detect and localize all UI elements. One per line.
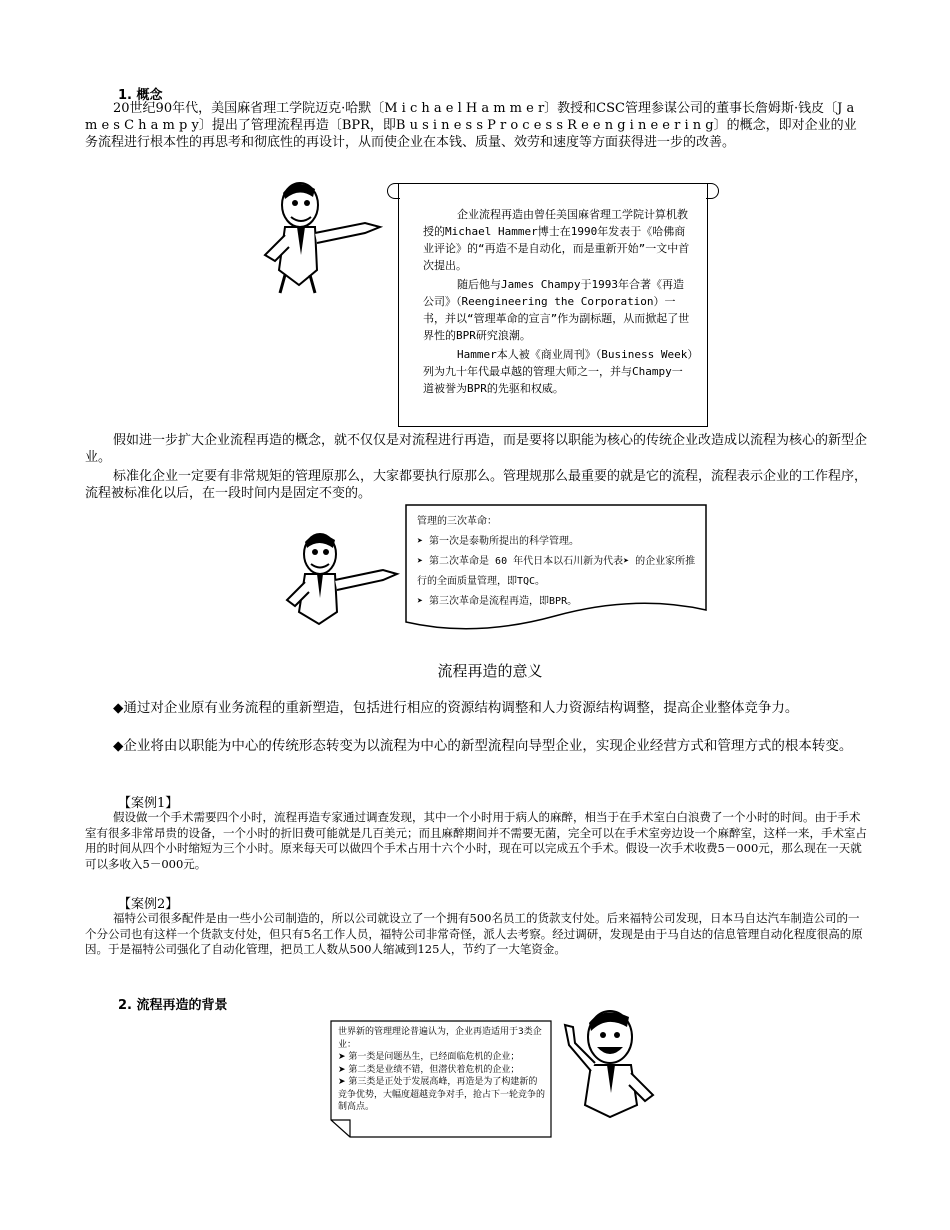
- concept-paragraph: 20世纪90年代，美国麻省理工学院迈克·哈默〔M i c h a e l H a m m e r〕教授和CSC管理参谋公司的董事长詹姆斯·钱皮〔J a m e s C h a m p y〕提出了管理流程再造〔BPR，即B u s i n e s s P r o c e s s R e e n g i n e e r i n g〕的概念，即对企业的业务流程进行根本性的再思考和彻底性的再设计，从而使企业在本钱、质量、效劳和速度等方面获得进一步的改善。: [85, 101, 857, 150]
- meaning-bullet-2: ◆企业将由以职能为中心的传统形态转变为以流程为中心的新型流程向导型企业，实现企业经营方式和管理方式的根本转变。: [113, 738, 853, 754]
- case2-title: 【案例2】: [118, 897, 179, 912]
- cartoon-man-pointing-illustration: [275, 528, 405, 633]
- callout-paragraph: 企业流程再造由曾任美国麻省理工学院计算机教授的Michael Hammer博士在1990年发表于《哈佛商业评论》的“再造不是自动化，而是重新开始”一文中首次提出。: [423, 208, 690, 272]
- section-heading-concept: 1. 概念: [118, 88, 163, 103]
- meaning-bullet-1: ◆通过对企业原有业务流程的重新塑造，包括进行相应的资源结构调整和人力资源结构调整，提高企业整体竞争力。: [113, 700, 799, 716]
- enterprise-types-callout: [330, 1020, 552, 1138]
- cartoon-man-pointing-up-illustration: [555, 1005, 660, 1120]
- standardization-paragraph: 标准化企业一定要有非常规矩的管理原那么，大家都要执行原那么。管理规那么最重要的就是它的流程，流程表示企业的工作程序，流程被标准化以后，在一段时间内是固定不变的。: [85, 469, 868, 501]
- case2-text: 福特公司很多配件是由一些小公司制造的，所以公司就设立了一个拥有500名员工的货款支付处。后来福特公司发现，日本马自达汽车制造公司的一个分公司也有这样一个货款支付处，但只有5名工作人员，福特公司非常奇怪，派人去考察。经过调研，发现是由于马自达的信息管理自动化程度很高的原因。于是福特公司强化了自动化管理，把员工人数从500人缩减到125人，节约了一大笔资金。: [85, 911, 863, 956]
- meaning-title: 流程再造的意义: [437, 662, 543, 680]
- callout-intro: 世界新的管理理论普遍认为，企业再造适用于3类企业：: [338, 1027, 542, 1050]
- list-item: ➤ 第二类是业绩不错，但潜伏着危机的企业；: [338, 1064, 520, 1075]
- list-item: ➤ 第一次是泰勒所提出的科学管理。: [417, 536, 580, 547]
- hammer-info-callout: [398, 183, 708, 427]
- callout-paragraph: 随后他与James Champy于1993年合著《再造公司》（Reengineering the Corporation）一书，并以“管理革命的宣言”作为副标题，从而掀起了世界性的BPR研究浪潮。: [423, 278, 690, 342]
- list-item: ➤ 第三类是正处于发展高峰，再造是为了构建新的竞争优势，大幅度超越竞争对手，抢占下一轮竞争的制高点。: [338, 1077, 546, 1112]
- case1-text: 假设做一个手术需要四个小时，流程再造专家通过调查发现，其中一个小时用于病人的麻醉，相当于在手术室白白浪费了一个小时的时间。由于手术室有很多非常昂贵的设备，一个小时的折旧费可能就是几百美元；而且麻醉期间并不需要无菌，完全可以在手术室旁边设一个麻醉室，这样一来，手术室占用的时间从四个小时缩短为三个小时。原来每天可以做四个手术占用十六个小时，现在可以完成五个手术。假设一次手术收费5－000元，那么现在一天就可以多收入5－000元。: [85, 810, 867, 871]
- cartoon-man-pointing-illustration: [255, 175, 385, 295]
- three-revolutions-callout: [405, 504, 707, 634]
- callout-title: 管理的三次革命：: [417, 516, 497, 527]
- section-heading-background: 2. 流程再造的背景: [118, 998, 228, 1013]
- list-item: ➤ 第一类是问题丛生，已经面临危机的企业；: [338, 1052, 520, 1062]
- scroll-curl-decoration: [387, 183, 400, 199]
- callout-paragraph: Hammer本人被《商业周刊》（Business Week）列为九十年代最卓越的管理大师之一，并与Champy一道被誉为BPR的先驱和权威。: [423, 348, 693, 395]
- list-item: ➤ 第三次革命是流程再造，即BPR。: [417, 596, 578, 607]
- list-item: ➤ 第二次革命是 60 年代日本以石川新为代表➤ 的企业家所推行的全面质量管理，即TQC。: [417, 556, 696, 587]
- extension-paragraph: 假如进一步扩大企业流程再造的概念，就不仅仅是对流程进行再造，而是要将以职能为核心的传统企业改造成以流程为核心的新型企业。: [85, 433, 868, 465]
- case1-title: 【案例1】: [118, 796, 179, 811]
- scroll-curl-decoration: [706, 183, 719, 199]
